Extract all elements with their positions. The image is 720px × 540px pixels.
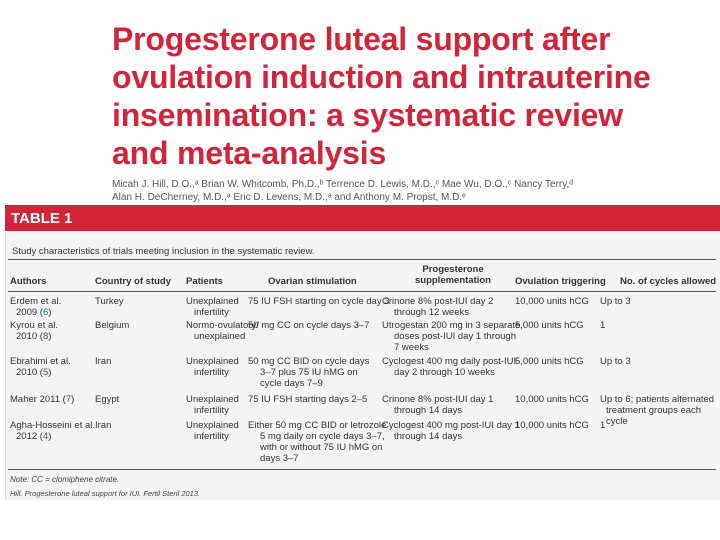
progesterone-line: doses post-IUI day 1 through	[394, 331, 516, 342]
cell-cycles: Up to 3	[600, 356, 631, 367]
stimulation-line: 50 mg CC BID on cycle days	[248, 356, 370, 367]
progesterone-line: Cyclogest 400 mg daily post-IUI	[382, 356, 517, 367]
author-name: Kyrou et al.	[10, 320, 59, 331]
author-line-1: Micah J. Hill, D.O.,ᵃ Brian W. Whitcomb, Ph.D.,ᵇ Terrence D. Lewis, M.D.,ᶜ Mae Wu, D.O.,ᶜ Nancy Terry,ᵈ	[112, 179, 574, 190]
progesterone-line: Cyclogest 400 mg post-IUI day 1	[382, 420, 520, 431]
author-name: Maher 2011 (	[10, 394, 66, 405]
reference-link[interactable]: 8	[42, 331, 49, 342]
cell-authors	[10, 320, 58, 342]
progesterone-line: 7 weeks	[394, 342, 429, 353]
cell-country: Turkey	[95, 296, 124, 307]
author-name: Erdem et al.	[10, 296, 62, 307]
progesterone-line: through 14 days	[394, 431, 463, 442]
cell-progesterone	[382, 356, 516, 378]
cell-stimulation: 75 IU FSH starting days 2–5	[248, 394, 368, 405]
progesterone-line: Crinone 8% post-IUI day 2	[382, 296, 494, 307]
reference-link[interactable]: 6	[42, 307, 49, 318]
cell-cycles	[600, 394, 720, 427]
progesterone-line: through 14 days	[394, 405, 463, 416]
header-cycles: No. of cycles allowed	[620, 276, 717, 287]
progesterone-line: through 12 weeks	[394, 307, 469, 318]
patients-line: Unexplained	[186, 296, 239, 307]
table-top-rule	[8, 259, 716, 260]
cell-authors	[10, 356, 71, 378]
author-line-2: Alan H. DeCherney, M.D.,ᵃ Eric D. Levens, M.D.,ᵃ and Anthony M. Propst, M.D.ᵉ	[112, 192, 466, 203]
cell-country: Iran	[95, 420, 112, 431]
progesterone-line: day 2 through 10 weeks	[394, 367, 495, 378]
patients-line: Normo-ovulatory/	[186, 320, 259, 331]
patients-line: infertility	[194, 405, 229, 416]
cell-stimulation: 75 IU FSH starting on cycle day 3	[248, 296, 390, 307]
header-progesterone-line2: supplementation	[414, 275, 491, 286]
author-name: Ebrahimi et al.	[10, 356, 71, 367]
stimulation-line: days 3–7	[260, 453, 299, 464]
cell-progesterone	[382, 420, 520, 442]
author-year-close: )	[48, 307, 52, 318]
header-triggering: Ovulation triggering	[515, 276, 606, 287]
cell-cycles: 1	[600, 420, 606, 431]
header-stimulation: Ovarian stimulation	[268, 276, 357, 287]
table-note: Note: CC = clomiphene citrate.	[10, 475, 120, 484]
header-rule	[8, 291, 716, 292]
cell-country: Egypt	[95, 394, 120, 405]
cell-stimulation	[248, 420, 386, 464]
table-bottom-rule	[8, 469, 716, 470]
cell-patients	[186, 296, 239, 318]
cell-patients	[186, 394, 239, 416]
author-year	[10, 331, 58, 342]
cell-patients	[186, 356, 239, 378]
progesterone-line: Utrogestan 200 mg in 3 separate	[382, 320, 521, 331]
author-year-close: )	[48, 431, 52, 442]
table-caption: Study characteristics of trials meeting inclusion in the systematic review.	[12, 246, 315, 257]
table-footer: Hill. Progesterone luteal support for IUI. Fertil Steril 2013.	[10, 489, 201, 498]
header-progesterone-line1: Progesterone	[422, 264, 484, 275]
paper-title: Progesterone luteal support after ovulation induction and intrauterine insemination: a systematic review and meta-analysis	[112, 21, 651, 171]
author-year-text: 2010 (	[16, 331, 43, 342]
author-year	[10, 394, 74, 405]
cell-progesterone	[382, 296, 493, 318]
reference-link[interactable]: 5	[42, 367, 49, 378]
stimulation-line: Either 50 mg CC BID or letrozole	[248, 420, 387, 431]
cell-authors	[10, 394, 74, 405]
stimulation-line: with or without 75 IU hMG on	[260, 442, 383, 453]
author-year-close: )	[71, 394, 75, 405]
patients-line: Unexplained	[186, 356, 239, 367]
cycles-line: Up to 6; patients alternated	[600, 394, 715, 405]
table-label: TABLE 1	[11, 210, 73, 227]
reference-link[interactable]: 7	[65, 394, 72, 405]
patients-line: unexplained	[194, 331, 246, 342]
progesterone-line: Crinone 8% post-IUI day 1	[382, 394, 494, 405]
author-year-close: )	[48, 367, 52, 378]
cell-country: Belgium	[95, 320, 130, 331]
author-list	[112, 178, 692, 204]
cell-authors	[10, 296, 61, 318]
author-year	[10, 431, 95, 442]
cell-stimulation	[248, 356, 369, 389]
cycles-line: treatment groups each cycle	[606, 405, 702, 427]
header-patients: Patients	[186, 276, 223, 287]
cell-cycles: Up to 3	[600, 296, 631, 307]
author-year-text: 2009 (	[16, 307, 43, 318]
stimulation-line: cycle days 7–9	[260, 378, 323, 389]
patients-line: Unexplained	[186, 420, 239, 431]
cell-authors	[10, 420, 95, 442]
cell-stimulation: 50 mg CC on cycle days 3–7	[248, 320, 370, 331]
author-year-text: 2012 (	[16, 431, 43, 442]
cell-progesterone	[382, 320, 520, 353]
cell-triggering: 10,000 units hCG	[515, 420, 589, 431]
author-year-close: )	[48, 331, 52, 342]
stimulation-line: 3–7 plus 75 IU hMG on	[260, 367, 358, 378]
cell-triggering: 10,000 units hCG	[515, 394, 589, 405]
author-year	[10, 367, 71, 378]
patients-line: Unexplained	[186, 394, 239, 405]
cell-triggering: 5,000 units hCG	[515, 320, 584, 331]
patients-line: infertility	[194, 307, 229, 318]
author-name: Agha-Hosseini et al.	[10, 420, 96, 431]
patients-line: infertility	[194, 431, 229, 442]
author-year	[10, 307, 61, 318]
cell-progesterone	[382, 394, 493, 416]
cell-triggering: 10,000 units hCG	[515, 296, 589, 307]
patients-line: infertility	[194, 367, 229, 378]
cell-country: Iran	[95, 356, 112, 367]
cell-triggering: 5,000 units hCG	[515, 356, 584, 367]
header-authors: Authors	[10, 276, 47, 287]
header-country: Country of study	[95, 276, 171, 287]
reference-link[interactable]: 4	[42, 431, 49, 442]
table-label-bar	[5, 205, 720, 231]
stimulation-line: 5 mg daily on cycle days 3–7,	[260, 431, 385, 442]
cell-patients	[186, 420, 239, 442]
cell-cycles: 1	[600, 320, 606, 331]
author-year-text: 2010 (	[16, 367, 43, 378]
header-progesterone	[408, 264, 498, 286]
